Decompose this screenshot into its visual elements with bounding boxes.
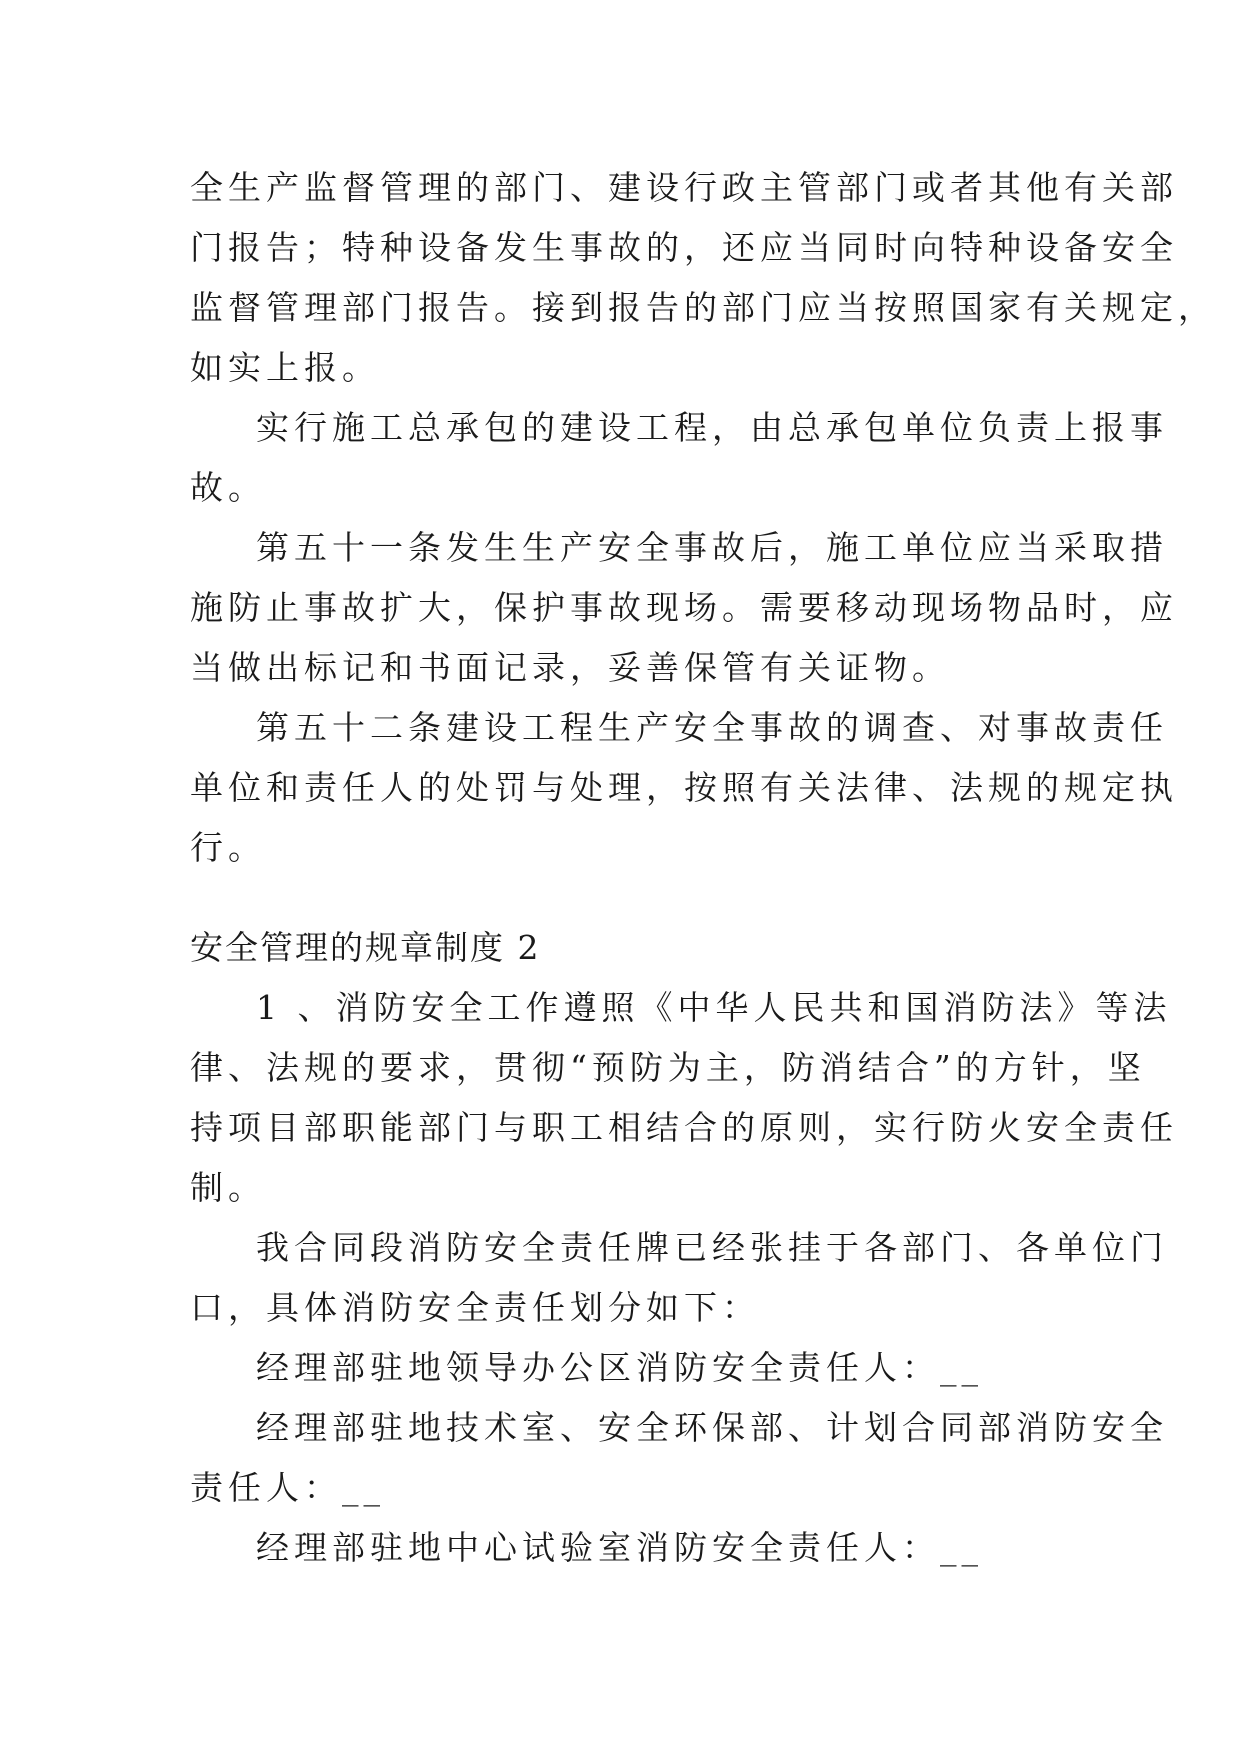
text-line: 当做出标记和书面记录，妥善保管有关证物。 xyxy=(190,648,950,687)
section-heading: 安全管理的规章制度 2 xyxy=(190,928,541,967)
text-line: 持项目部职能部门与职工相结合的原则，实行防火安全责任 xyxy=(190,1108,1178,1147)
text-line: 第五十一条发生生产安全事故后，施工单位应当采取措 xyxy=(256,528,1168,567)
text-line: 监督管理部门报告。接到报告的部门应当按照国家有关规定， xyxy=(190,288,1216,327)
text-line: 经理部驻地领导办公区消防安全责任人：__ xyxy=(256,1348,983,1387)
text-line: 制。 xyxy=(190,1168,266,1207)
text-line: 经理部驻地技术室、安全环保部、计划合同部消防安全 xyxy=(256,1408,1168,1447)
text-line: 经理部驻地中心试验室消防安全责任人：__ xyxy=(256,1528,983,1567)
text-line: 门报告；特种设备发生事故的，还应当同时向特种设备安全 xyxy=(190,228,1178,267)
text-line: 第五十二条建设工程生产安全事故的调查、对事故责任 xyxy=(256,708,1168,747)
text-line: 我合同段消防安全责任牌已经张挂于各部门、各单位门 xyxy=(256,1228,1168,1267)
text-line: 全生产监督管理的部门、建设行政主管部门或者其他有关部 xyxy=(190,168,1178,207)
text-line: 口，具体消防安全责任划分如下： xyxy=(190,1288,760,1327)
text-line: 如实上报。 xyxy=(190,348,380,387)
text-line: 律、法规的要求，贯彻“预防为主，防消结合”的方针，坚 xyxy=(190,1048,1146,1087)
text-line: 责任人：__ xyxy=(190,1468,385,1507)
text-line: 单位和责任人的处罚与处理，按照有关法律、法规的规定执 xyxy=(190,768,1178,807)
text-line: 故。 xyxy=(190,468,266,507)
text-line: 施防止事故扩大，保护事故现场。需要移动现场物品时，应 xyxy=(190,588,1178,627)
text-line: 实行施工总承包的建设工程，由总承包单位负责上报事 xyxy=(256,408,1168,447)
text-line: 行。 xyxy=(190,828,266,867)
text-line: 1 、消防安全工作遵照《中华人民共和国消防法》等法 xyxy=(256,988,1172,1027)
